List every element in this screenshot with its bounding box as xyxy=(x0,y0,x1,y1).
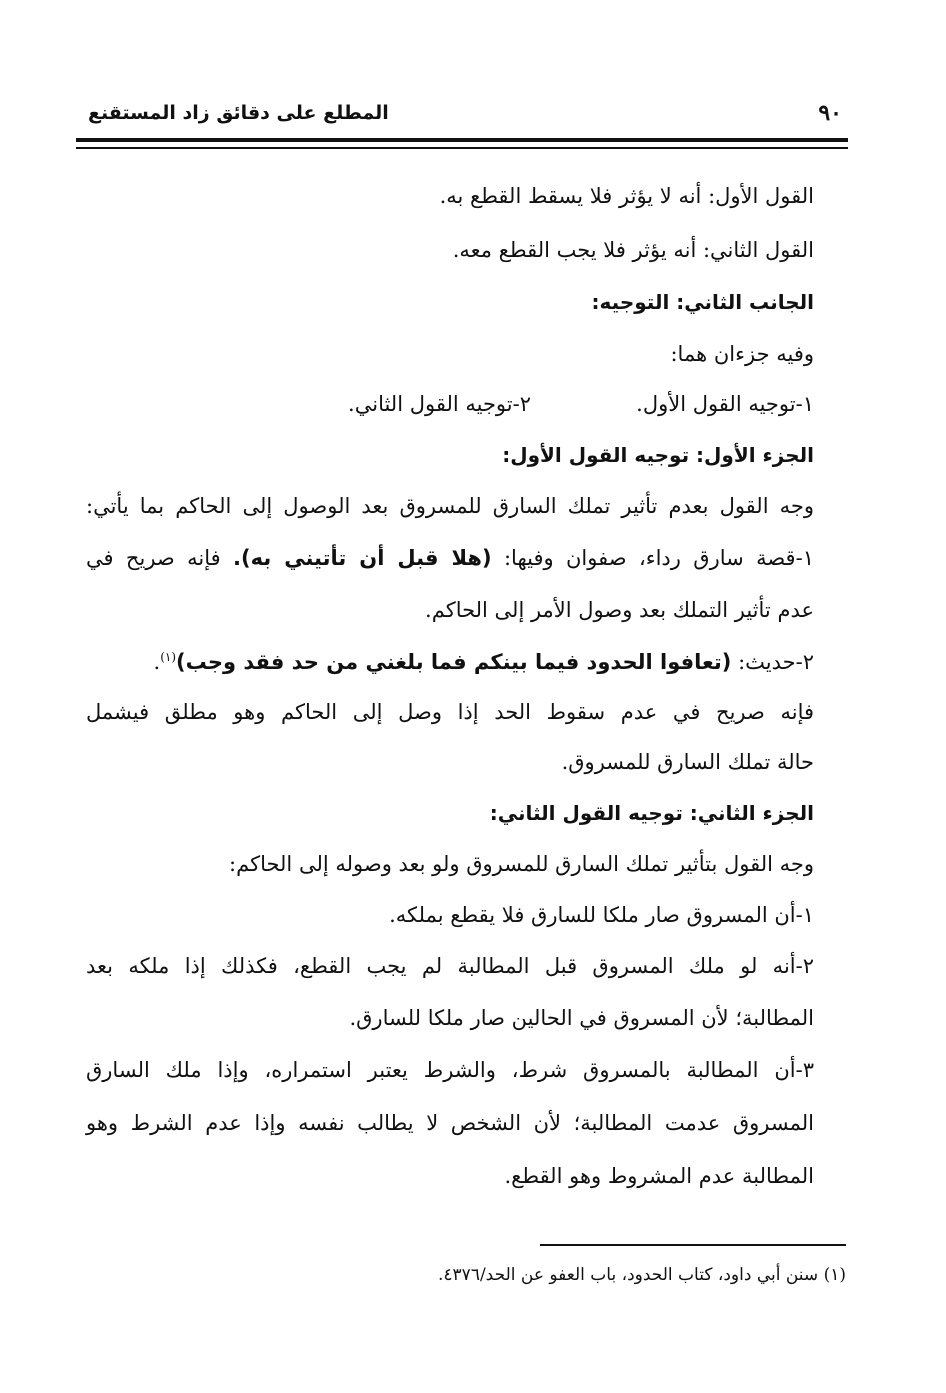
text-run: ٢-حديث: xyxy=(738,650,814,674)
section-heading: الجانب الثاني: التوجيه: xyxy=(591,290,814,314)
list-item: ٢-أنه لو ملك المسروق قبل المطالبة لم يجب القطع، فكذلك إذا ملكه بعد xyxy=(86,954,814,978)
text-line: المسروق عدمت المطالبة؛ لأن الشخص لا يطالب نفسه وإذا عدم الشرط وهو xyxy=(86,1111,814,1135)
text-line xyxy=(154,644,814,680)
text-line: القول الأول: أنه لا يؤثر فلا يسقط القطع به. xyxy=(439,184,814,208)
list-item: ١-توجيه القول الأول. xyxy=(636,392,814,416)
footnote-rule xyxy=(540,1244,846,1246)
text-line: عدم تأثير التملك بعد وصول الأمر إلى الحاكم. xyxy=(425,598,814,622)
header-rule-thick xyxy=(76,138,848,142)
subsection-heading: الجزء الأول: توجيه القول الأول: xyxy=(502,443,814,467)
list-item: ٣-أن المطالبة بالمسروق شرط، والشرط يعتبر استمراره، وإذا ملك السارق xyxy=(86,1058,814,1082)
header-rule-thin xyxy=(76,147,848,149)
text-run: ١-قصة سارق رداء، صفوان وفيها: xyxy=(503,546,814,570)
hadith-quote: (تعافوا الحدود فيما بينكم فما بلغني من حد فقد وجب) xyxy=(176,650,732,674)
text-line xyxy=(86,540,814,576)
hadith-quote: (هلا قبل أن تأتيني به). xyxy=(233,546,492,570)
text-run: . xyxy=(153,650,161,674)
text-line: فإنه صريح في عدم سقوط الحد إذا وصل إلى الحاكم وهو مطلق فيشمل xyxy=(86,700,814,724)
text-line: المطالبة عدم المشروط وهو القطع. xyxy=(504,1164,814,1188)
text-line: حالة تملك السارق للمسروق. xyxy=(561,750,814,774)
page-number: ٩٠ xyxy=(818,100,842,126)
text-line: القول الثاني: أنه يؤثر فلا يجب القطع معه. xyxy=(452,238,814,262)
text-line: وفيه جزءان هما: xyxy=(670,342,814,366)
text-run: فإنه صريح في xyxy=(86,546,221,570)
text-line: وجه القول بتأثير تملك السارق للمسروق ولو بعد وصوله إلى الحاكم: xyxy=(229,852,814,876)
running-header xyxy=(82,98,848,138)
book-title: المطلع على دقائق زاد المستقنع xyxy=(88,102,389,124)
text-line: المطالبة؛ لأن المسروق في الحالين صار ملكا للسارق. xyxy=(349,1006,814,1030)
subsection-heading: الجزء الثاني: توجيه القول الثاني: xyxy=(489,801,814,825)
text-line: وجه القول بعدم تأثير تملك السارق للمسروق بعد الوصول إلى الحاكم بما يأتي: xyxy=(86,494,814,518)
list-item: ١-أن المسروق صار ملكا للسارق فلا يقطع بملكه. xyxy=(389,903,814,927)
list-item: ٢-توجيه القول الثاني. xyxy=(348,392,531,416)
footnote: (١) سنن أبي داود، كتاب الحدود، باب العفو عن الحد/٤٣٧٦. xyxy=(438,1265,846,1285)
footnote-ref: (١) xyxy=(160,650,177,664)
